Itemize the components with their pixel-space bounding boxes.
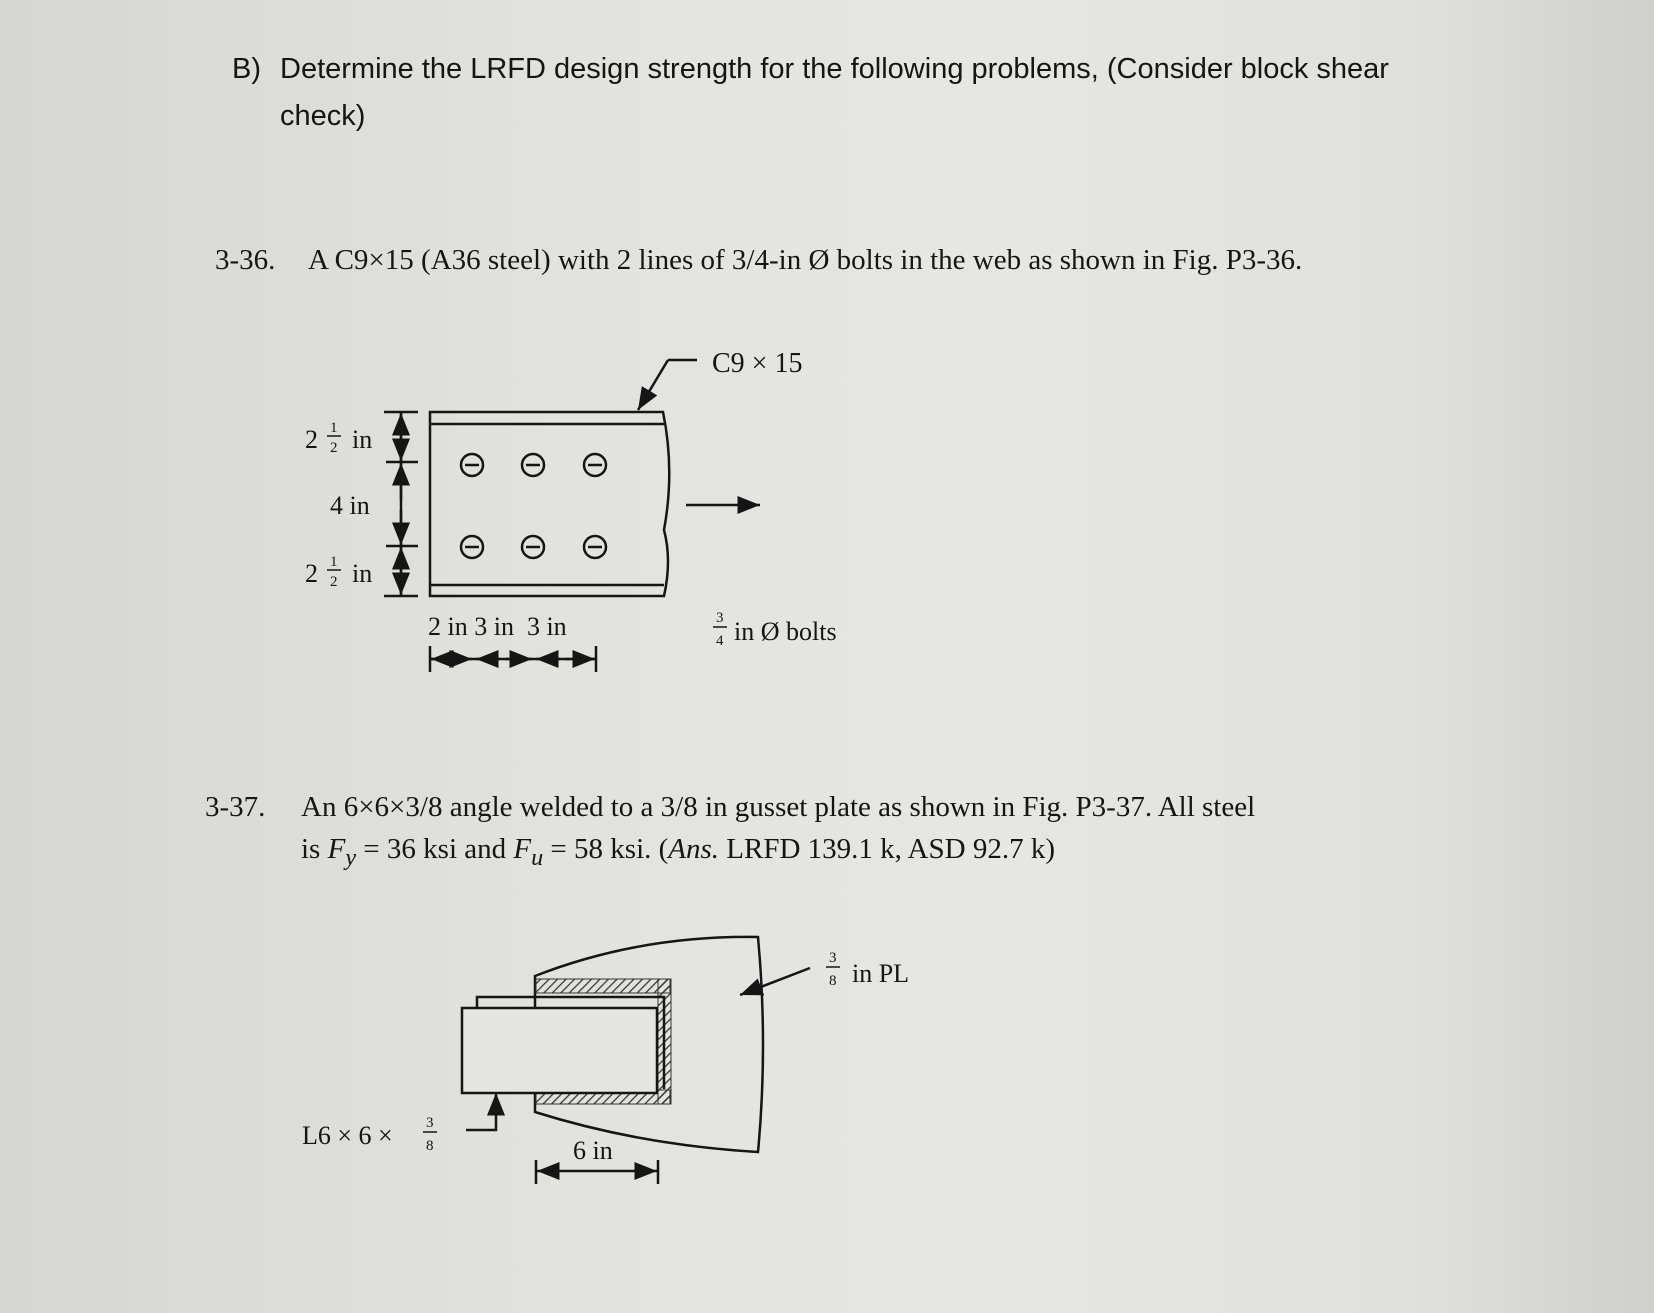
heading-line-1: Determine the LRFD design strength for the following problems, (Consider block shear — [280, 53, 1389, 85]
angle-label-num: 3 — [426, 1115, 434, 1131]
plate-label-den: 8 — [829, 973, 837, 989]
member-leader-arrow — [638, 360, 668, 410]
channel-outline — [430, 412, 669, 596]
dim-top-unit: in — [352, 425, 373, 454]
plate-leader — [740, 968, 810, 995]
horizontal-dimension — [430, 646, 596, 672]
figure-p3-37 — [462, 937, 810, 1184]
answer-label: Ans. — [668, 833, 720, 865]
dim-bottom-den: 2 — [330, 574, 338, 590]
problem-number: 3-36. — [215, 244, 276, 276]
plate-label — [826, 950, 909, 989]
dim-middle-label: 4 in — [330, 491, 370, 520]
problem-statement-line-1: An 6×6×3/8 angle welded to a 3/8 in gusset plate as shown in Fig. P3-37. All steel — [301, 791, 1256, 823]
answer-text: LRFD 139.1 k, ASD 92.7 k) — [719, 833, 1055, 865]
bolt-note — [713, 610, 837, 649]
heading-line-2: check) — [280, 100, 366, 132]
dim-top-den: 2 — [330, 440, 338, 456]
problem-number: 3-37. — [205, 791, 266, 823]
horizontal-dims-label: 2 in 3 in 3 in — [428, 612, 567, 641]
problem-statement-line-2 — [301, 828, 1055, 879]
bolt — [461, 536, 483, 558]
fy-symbol: F — [327, 833, 346, 865]
fu-value: = 58 ksi. ( — [543, 833, 669, 865]
weld-top — [536, 979, 670, 993]
fu-symbol: F — [513, 833, 532, 865]
heading-marker: B) — [232, 53, 261, 85]
bolt — [522, 536, 544, 558]
plate-label-text: in PL — [852, 959, 910, 988]
bolt-note-num: 3 — [716, 610, 724, 626]
problem-statement: A C9×15 (A36 steel) with 2 lines of 3/4-in Ø bolts in the web as shown in Fig. P3-36. — [308, 244, 1303, 276]
problem-3-37 — [205, 786, 1256, 871]
line2-prefix: is — [301, 833, 328, 865]
angle-leader — [466, 1093, 496, 1130]
dim-top-whole: 2 — [305, 425, 318, 454]
angle-label — [302, 1115, 437, 1154]
channel-member — [430, 412, 669, 596]
bolt-note-label: in Ø bolts — [734, 617, 837, 646]
angle-member — [462, 1008, 657, 1093]
bolt — [584, 454, 606, 476]
vertical-dimension — [384, 412, 418, 596]
plate-label-num: 3 — [829, 950, 837, 966]
angle-label-text: L6 × 6 × — [302, 1121, 400, 1150]
dim-bottom-whole: 2 — [305, 559, 318, 588]
bolt-note-den: 4 — [716, 633, 724, 649]
member-label: C9 × 15 — [712, 348, 803, 379]
dim-top-label — [305, 420, 372, 456]
bolt-group — [461, 454, 606, 558]
bolt — [584, 536, 606, 558]
dim-top-num: 1 — [330, 420, 338, 436]
dim-bottom-unit: in — [352, 559, 373, 588]
bolt — [522, 454, 544, 476]
fu-subscript: u — [531, 843, 544, 871]
fy-value: = 36 ksi and — [356, 833, 514, 865]
fy-subscript: y — [345, 843, 357, 871]
bolt — [461, 454, 483, 476]
angle-label-den: 8 — [426, 1138, 434, 1154]
dim-bottom-num: 1 — [330, 554, 338, 570]
weld-length-label: 6 in — [573, 1136, 613, 1165]
dim-bottom-label — [305, 554, 372, 590]
